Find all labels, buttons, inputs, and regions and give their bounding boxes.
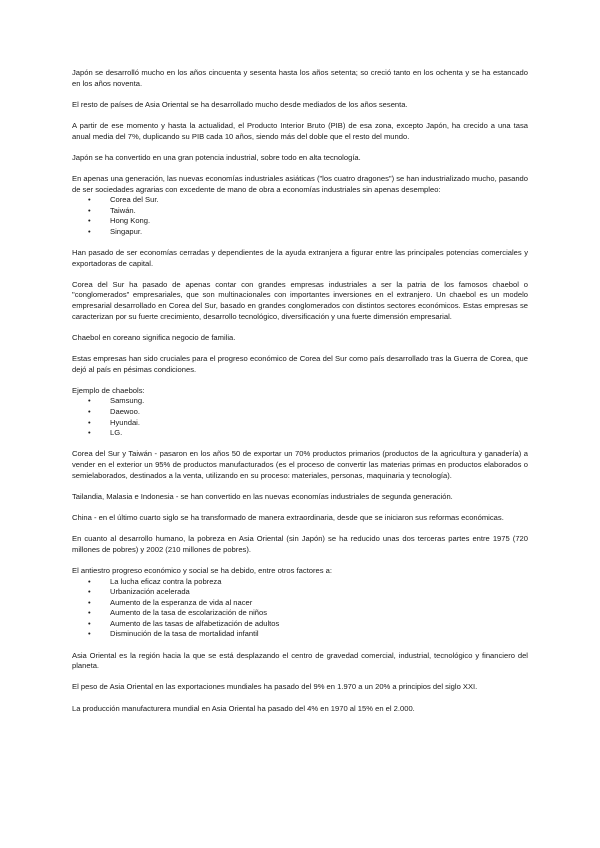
list-item: • LG. — [72, 428, 528, 439]
list-item: • Urbanización acelerada — [72, 587, 528, 598]
paragraph: Japón se ha convertido en una gran potencia industrial, sobre todo en alta tecnología. — [72, 152, 361, 162]
paragraph: En cuanto al desarrollo humano, la pobreza en Asia Oriental (sin Japón) se ha reducido unas dos terceras partes entre 1975 (720 millones de pobres) y 2002 (210 millones de pobres). — [72, 534, 528, 554]
list-item: • Disminución de la tasa de mortalidad infantil — [72, 629, 528, 640]
list-item: • Samsung. — [72, 396, 528, 407]
paragraph: Tailandia, Malasia e Indonesia - se han convertido en las nuevas economías industriales de segunda generación. — [72, 491, 453, 501]
paragraph: Han pasado de ser economías cerradas y dependientes de la ayuda extranjera a figurar entre las principales potencias comerciales y exportadoras de capital. — [72, 248, 528, 268]
list-item: • Hyundai. — [72, 418, 528, 429]
list-item: • La lucha eficaz contra la pobreza — [72, 577, 528, 588]
paragraph: Chaebol en coreano significa negocio de familia. — [72, 332, 236, 342]
list-item: • Singapur. — [72, 227, 528, 238]
paragraph: A partir de ese momento y hasta la actualidad, el Producto Interior Bruto (PIB) de esa zona, excepto Japón, ha crecido a una tasa anual media del 7%, duplicando su PIB cada 10 años, siendo más del doble que el resto del mundo. — [72, 120, 528, 141]
list-item: • Daewoo. — [72, 407, 528, 418]
bullet-list-factores — [72, 577, 528, 641]
paragraph: El peso de Asia Oriental en las exportaciones mundiales ha pasado del 9% en 1.970 a un 20% a principios del siglo XXI. — [72, 682, 478, 692]
paragraph: El antiestro progreso económico y social se ha debido, entre otros factores a: — [72, 565, 333, 575]
document-page — [72, 68, 528, 725]
bullet-list-chaebols — [72, 396, 528, 438]
bullet-list-dragones — [72, 195, 528, 237]
paragraph: Estas empresas han sido cruciales para el progreso económico de Corea del Sur como país desarrollado tras la Guerra de Corea, que dejó al país en pésimas condiciones. — [72, 354, 528, 374]
list-item: • Hong Kong. — [72, 216, 528, 227]
list-item: • Taiwán. — [72, 206, 528, 217]
paragraph: Ejemplo de chaebols: — [72, 385, 145, 395]
paragraph: El resto de países de Asia Oriental se ha desarrollado mucho desde mediados de los años sesenta. — [72, 99, 408, 109]
paragraph: La producción manufacturera mundial en Asia Oriental ha pasado del 4% en 1970 al 15% en el 2.000. — [72, 703, 415, 713]
paragraph: Corea del Sur ha pasado de apenas contar con grandes empresas industriales a ser la patria de los famosos chaebol o "conglomerados" empresariales, que son multinacionales con importantes inversiones en el extranjero. Un chaebol es un modelo empresarial desarrollado en Corea del Sur, basado en grandes conglomerados con distintos sectores económicos. Estas empresas se caracterizan por su fuerte crecimiento, desarrollo tecnológico, diversificación y una fuerte dimensión empresarial. — [72, 279, 528, 321]
paragraph: Japón se desarrolló mucho en los años cincuenta y sesenta hasta los años setenta; so creció tanto en los ochenta y se ha estancado en los años noventa. — [72, 68, 528, 88]
list-item: • Aumento de la esperanza de vida al nacer — [72, 598, 528, 609]
list-item: • Aumento de la tasa de escolarización de niños — [72, 608, 528, 619]
paragraph: En apenas una generación, las nuevas economías industriales asiáticas ("los cuatro dragones") se han industrializado mucho, pasando de ser sociedades agrarias con excedente de mano de obra a economías industriales sin apenas desempleo: — [72, 173, 528, 194]
paragraph: Asia Oriental es la región hacia la que se está desplazando el centro de gravedad comercial, industrial, tecnológico y financiero del planeta. — [72, 650, 528, 671]
list-item: • Aumento de las tasas de alfabetización de adultos — [72, 619, 528, 630]
paragraph: Corea del Sur y Taiwán - pasaron en los años 50 de exportar un 70% productos primarios (productos de la agricultura y ganadería) a vender en el exterior un 95% de productos manufacturados (es el proceso de convertir las materias primas en productos elaborados o semielaborados, destinados a la venta, utilizando en su proceso: materiales, personas, maquinaria y tecnología). — [72, 449, 528, 480]
paragraph: China - en el último cuarto siglo se ha transformado de manera extraordinaria, desde que se iniciaron sus reformas económicas. — [72, 512, 504, 522]
list-item: • Corea del Sur. — [72, 195, 528, 206]
